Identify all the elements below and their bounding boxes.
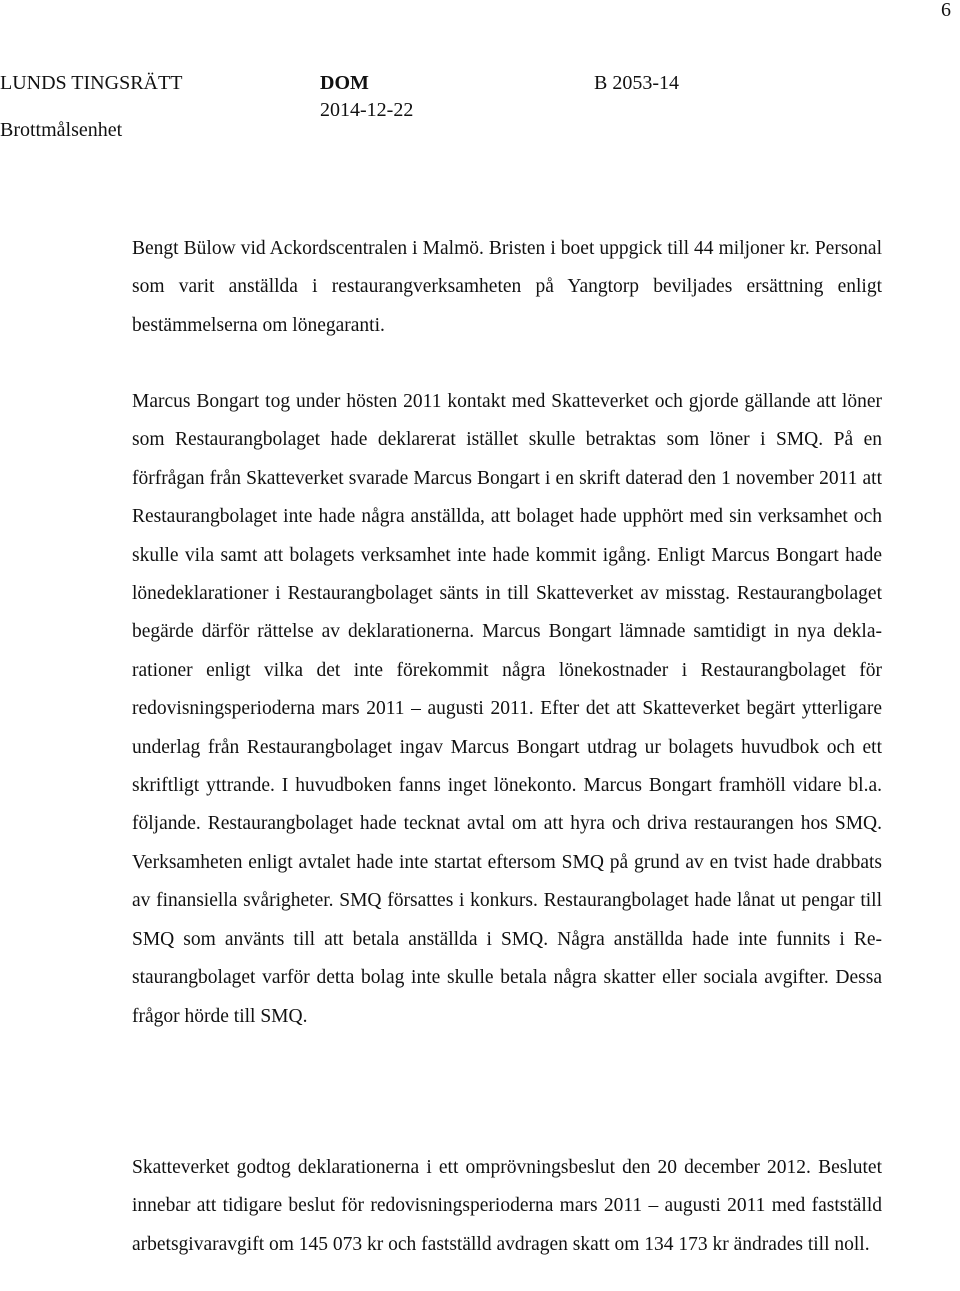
court-division: Brottmålsenhet [0, 119, 123, 141]
court-name: LUNDS TINGSRÄTT [0, 72, 183, 94]
page-number: 6 [941, 0, 951, 21]
document-type: DOM [320, 72, 369, 94]
case-number: B 2053-14 [594, 72, 679, 94]
paragraph-reassessment-decision: Skatteverket godtog deklarationerna i ett omprövningsbeslut den 20 december 2012. Beslutet innebar att tidigare beslut för redovisningsperioderna mars 2011 – augusti 2011 med fastställd arbetsgivaravgift om 145 073 kr och fastställd avdragen skatt om 134 173 kr ändrades till noll. [132, 1157, 882, 1255]
document-date: 2014-12-22 [320, 99, 414, 121]
paragraph-tax-agency-contact: Marcus Bongart tog under hösten 2011 kontakt med Skatteverket och gjorde gällande att löner som Restaurangbolaget hade deklarerat istället skulle betraktas som löner i SMQ. På en förfrågan från Skatteverket svarade Marcus Bongart i en skrift daterad den 1 november 2011 att Restaurangbolaget inte hade några anställda, att bolaget hade upphört med sin verksamhet och skulle vila samt att bolagets verksamhet inte hade kommit igång. Enligt Marcus Bongart hade lönedeklarationer i Restaurangbolaget sänts in till Skatteverket av misstag. Restaurangbolaget begärde därför rättelse av deklarationerna. Marcus Bongart lämnade samtidigt in nya deklarationer enligt vilka det inte förekommit några lönekostnader i Restaurangbolaget för redovisningsperioderna mars 2011 – augusti 2011. Efter det att Skatteverket begärt ytterligare underlag från Restaurangbolaget ingav Marcus Bongart utdrag ur bolagets huvudbok och ett skriftligt yttrande. I huvudboken fanns inget lönekonto. Marcus Bongart framhöll vidare bl.a. följande. Restaurangbolaget hade tecknat avtal om att hyra och driva restaurangen hos SMQ. Verksamheten enligt avtalet hade inte startat eftersom SMQ på grund av en tvist hade drabbats av finansiella svårigheter. SMQ försattes i konkurs. Restaurangbolaget hade lånat ut pengar till SMQ som använts till att betala anställda i SMQ. Några anställda hade inte funnits i Restaurangbolaget varför detta bolag inte skulle betala några skatter eller sociala avgifter. Dessa frågor hörde till SMQ. [132, 391, 882, 1027]
paragraph-bankruptcy: Bengt Bülow vid Ackordscentralen i Malmö. Bristen i boet uppgick till 44 miljoner kr. Personal som varit anställda i restaurangverksamheten på Yangtorp beviljades ersättning enligt bestämmelserna om lönegaranti. [132, 238, 882, 336]
